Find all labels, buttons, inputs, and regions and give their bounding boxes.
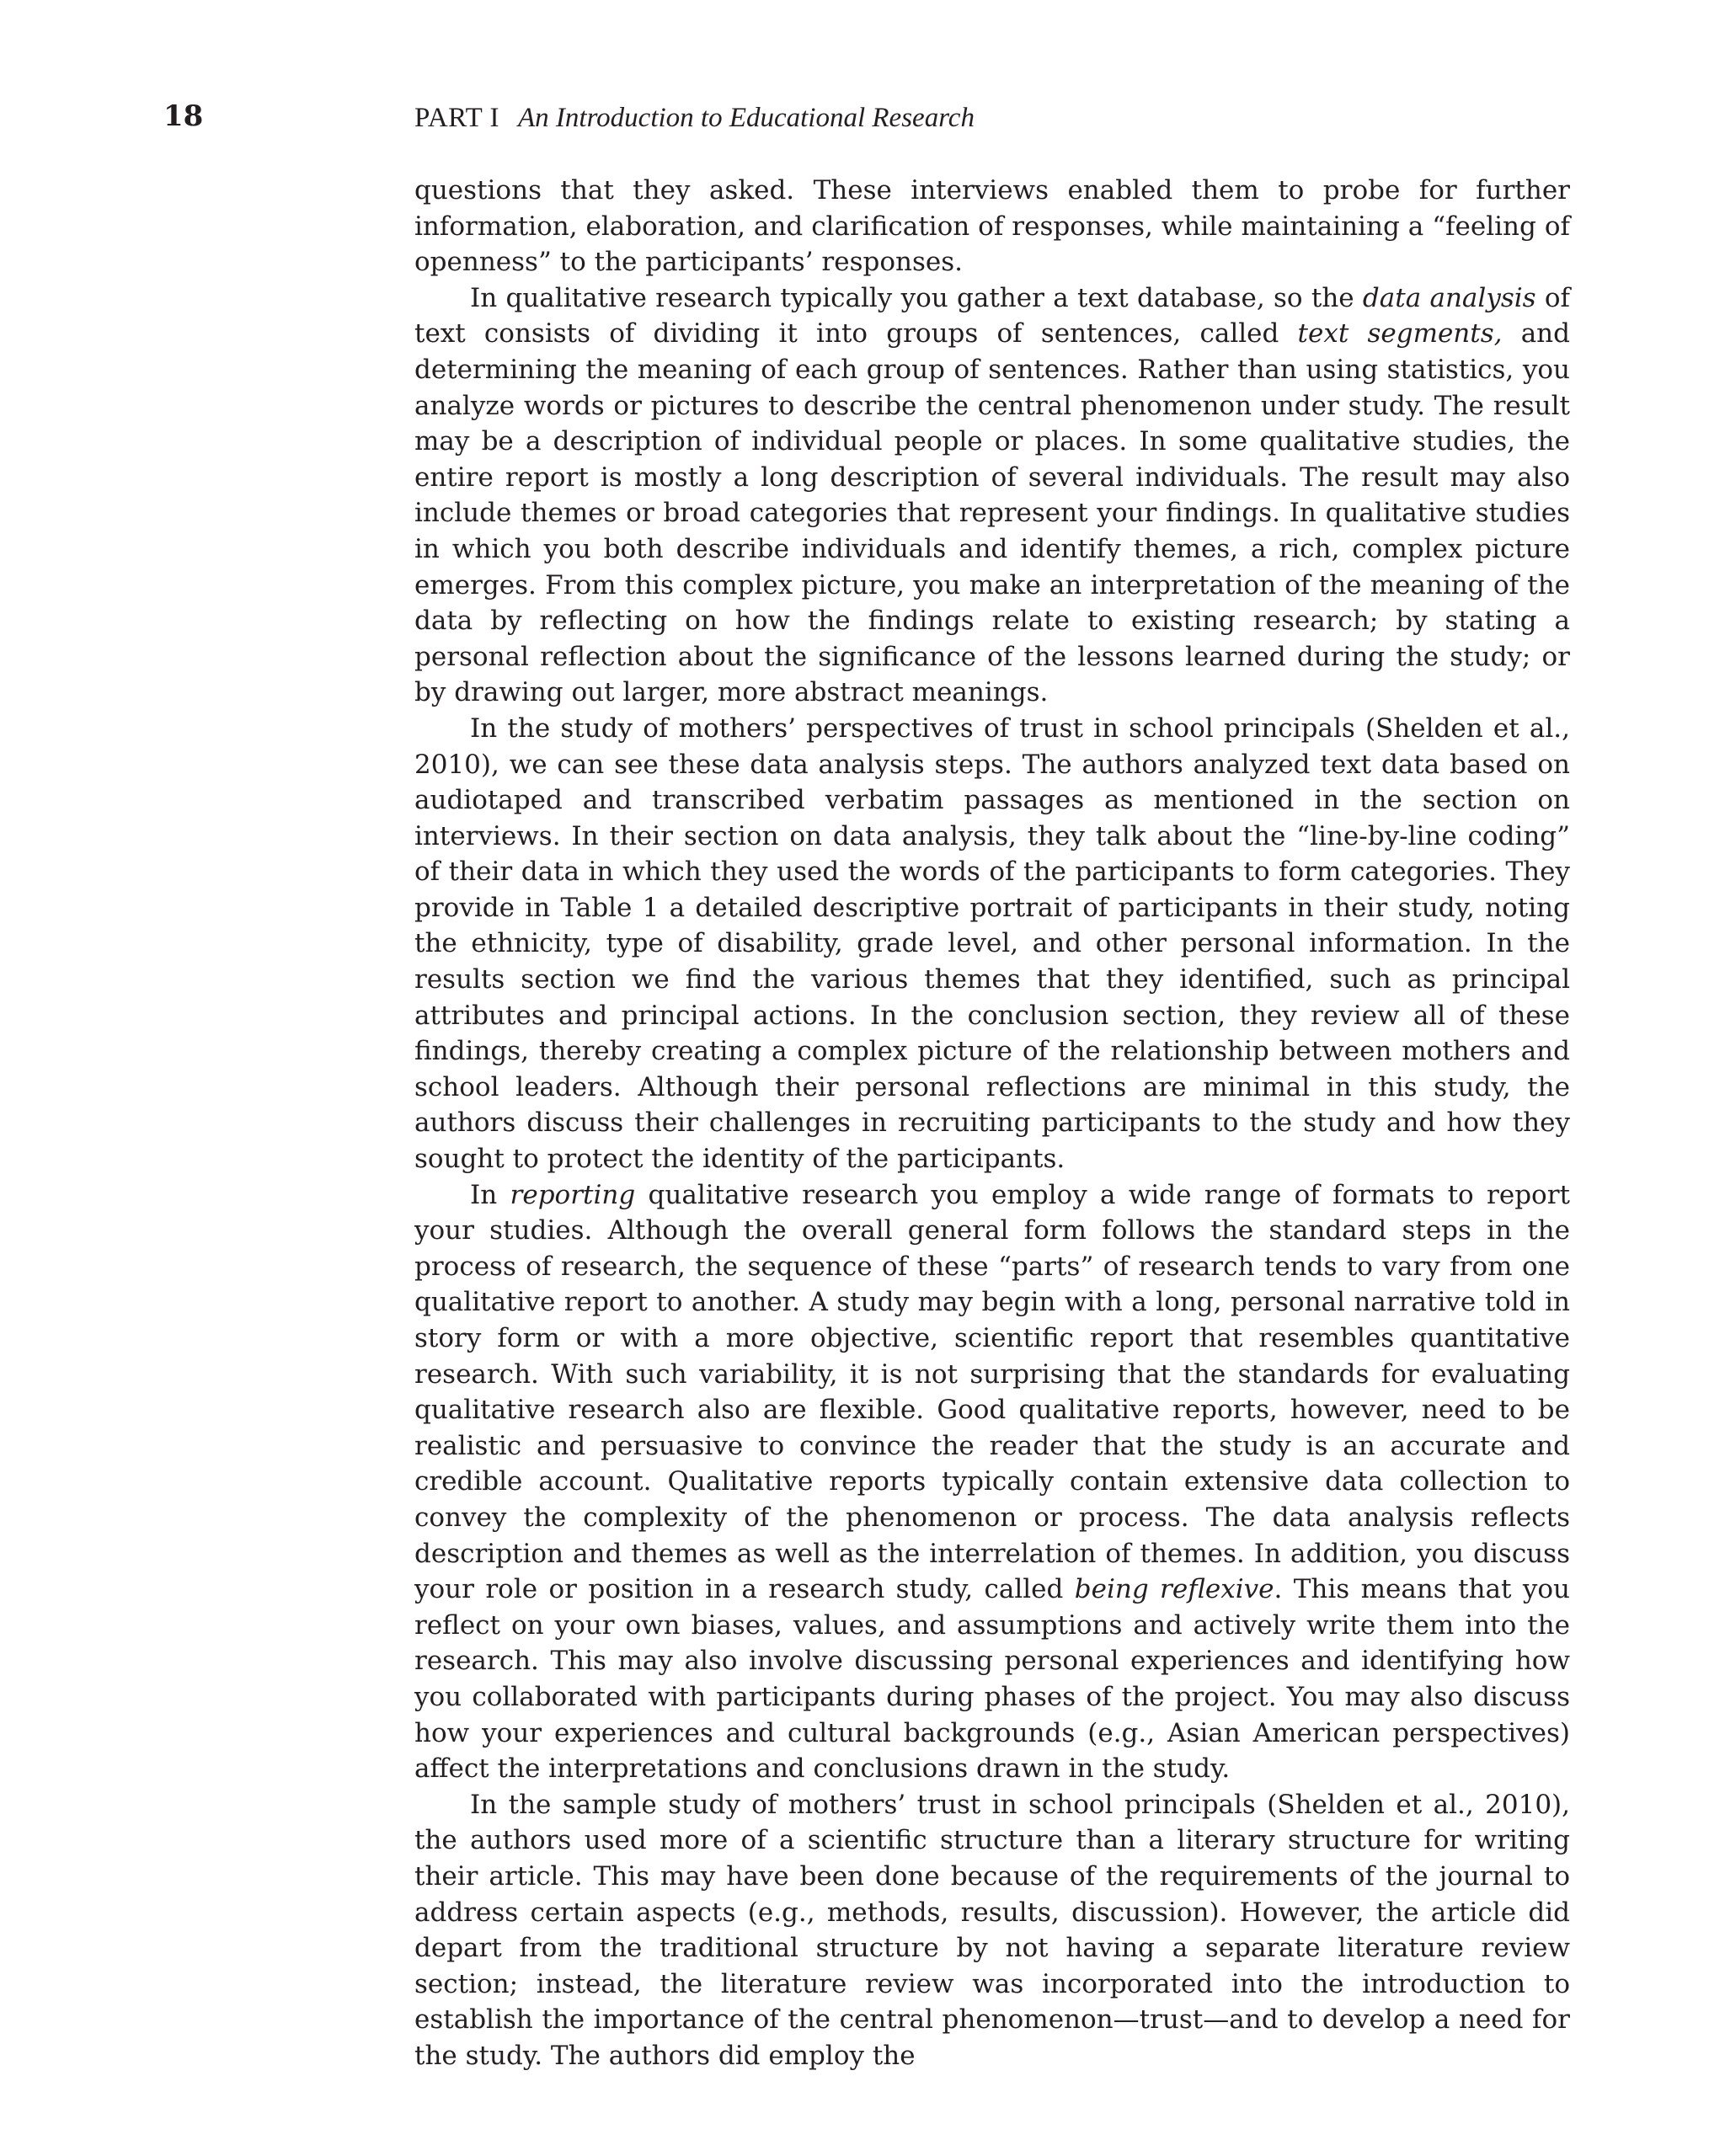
part-label: PART I — [414, 103, 499, 133]
paragraph-reporting — [414, 1177, 1570, 1787]
paragraph-sample-study-structure: In the sample study of mothers’ trust in school principals (Shelden et al., 2010), the authors used more of a scientific structure than a literary structure for writing their article. This may have been done because of the requirements of the journal to address certain aspects (e.g., methods, results, discussion). However, the article did depart from the traditional structure by not having a separate literature review section; instead, the literature review was incorporated into the introduction to establish the importance of the central phenomenon—trust—and to develop a need for the study. The authors did employ the — [414, 1789, 1570, 2071]
term-reporting: reporting — [510, 1179, 636, 1210]
paragraph-text: . This means that you reflect on your own biases, values, and assumptions and actively write them into the research. This may also involve discussing personal experiences and identifying how you collaborated with participants during phases of the project. You may also discuss how your experiences and cultural backgrounds (e.g., Asian American perspectives) affect the interpretations and conclusions drawn in the study. — [414, 1574, 1570, 1785]
body-text — [414, 173, 1570, 2073]
paragraph-text: In qualitative research typically you gather a text database, so the — [470, 282, 1363, 313]
paragraph-sample-study-analysis: In the study of mothers’ perspectives of trust in school principals (Shelden et al., 2010), we can see these data analysis steps. The authors analyzed text data based on audiotaped and transcribed verbatim passages as mentioned in the section on interviews. In their section on data analysis, they talk about the “line-by-line coding” of their data in which they used the words of the participants to form categories. They provide in Table 1 a detailed descriptive portrait of participants in their study, noting the ethnicity, type of disability, grade level, and other personal information. In the results section we find the various themes that they identified, such as principal attributes and principal actions. In the conclusion section, they review all of these findings, thereby creating a complex picture of the relationship between mothers and school leaders. Although their personal reflections are minimal in this study, the authors discuss their challenges in recruiting participants to the study and how they sought to protect the identity of the participants. — [414, 712, 1570, 1175]
running-head — [414, 101, 975, 135]
term-text-segments: text segments, — [1297, 318, 1503, 350]
paragraph-data-analysis — [414, 280, 1570, 711]
term-data-analysis: data analysis — [1362, 282, 1536, 313]
page-number: 18 — [163, 99, 204, 133]
term-being-reflexive: being reflexive — [1074, 1574, 1274, 1605]
paragraph-text: of text consists of dividing it into groups of sentences, called — [414, 282, 1570, 350]
paragraph-text: qualitative research you employ a wide range of formats to report your studies. Although the overall general form follows the standard steps in the process of research, the sequence of these “parts” of research tends to vary from one qualitative report to another. A study may begin with a long, personal narrative told in story form or with a more objective, scientific report that resembles quantitative research. With such variability, it is not surprising that the standards for evaluating qualitative research also are flexible. Good qualitative reports, however, need to be realistic and persuasive to convince the reader that the study is an accurate and credible account. Qualitative reports typically contain extensive data collection to convey the complexity of the phenomenon or process. The data analysis reflects description and themes as well as the interrelation of themes. In addition, you discuss your role or position in a research study, called — [414, 1179, 1570, 1605]
paragraph-continuation: questions that they asked. These interviews enabled them to probe for further information, elaboration, and clarification of responses, while maintaining a “feeling of openness” to the participants’ responses. — [414, 175, 1570, 278]
paragraph-text: In — [470, 1179, 510, 1210]
book-title: An Introduction to Educational Research — [518, 103, 975, 133]
paragraph-text: and determining the meaning of each group of sentences. Rather than using statistics, you analyze words or pictures to describe the central phenomenon under study. The result may be a description of individual people or places. In some qualitative studies, the entire report is mostly a long description of several individuals. The result may also include themes or broad categories that represent your findings. In qualitative studies in which you both describe individuals and identify themes, a rich, complex picture emerges. From this complex picture, you make an interpretation of the meaning of the data by reflecting on how the findings relate to existing research; by stating a personal reflection about the significance of the lessons learned during the study; or by drawing out larger, more abstract meanings. — [414, 318, 1570, 708]
